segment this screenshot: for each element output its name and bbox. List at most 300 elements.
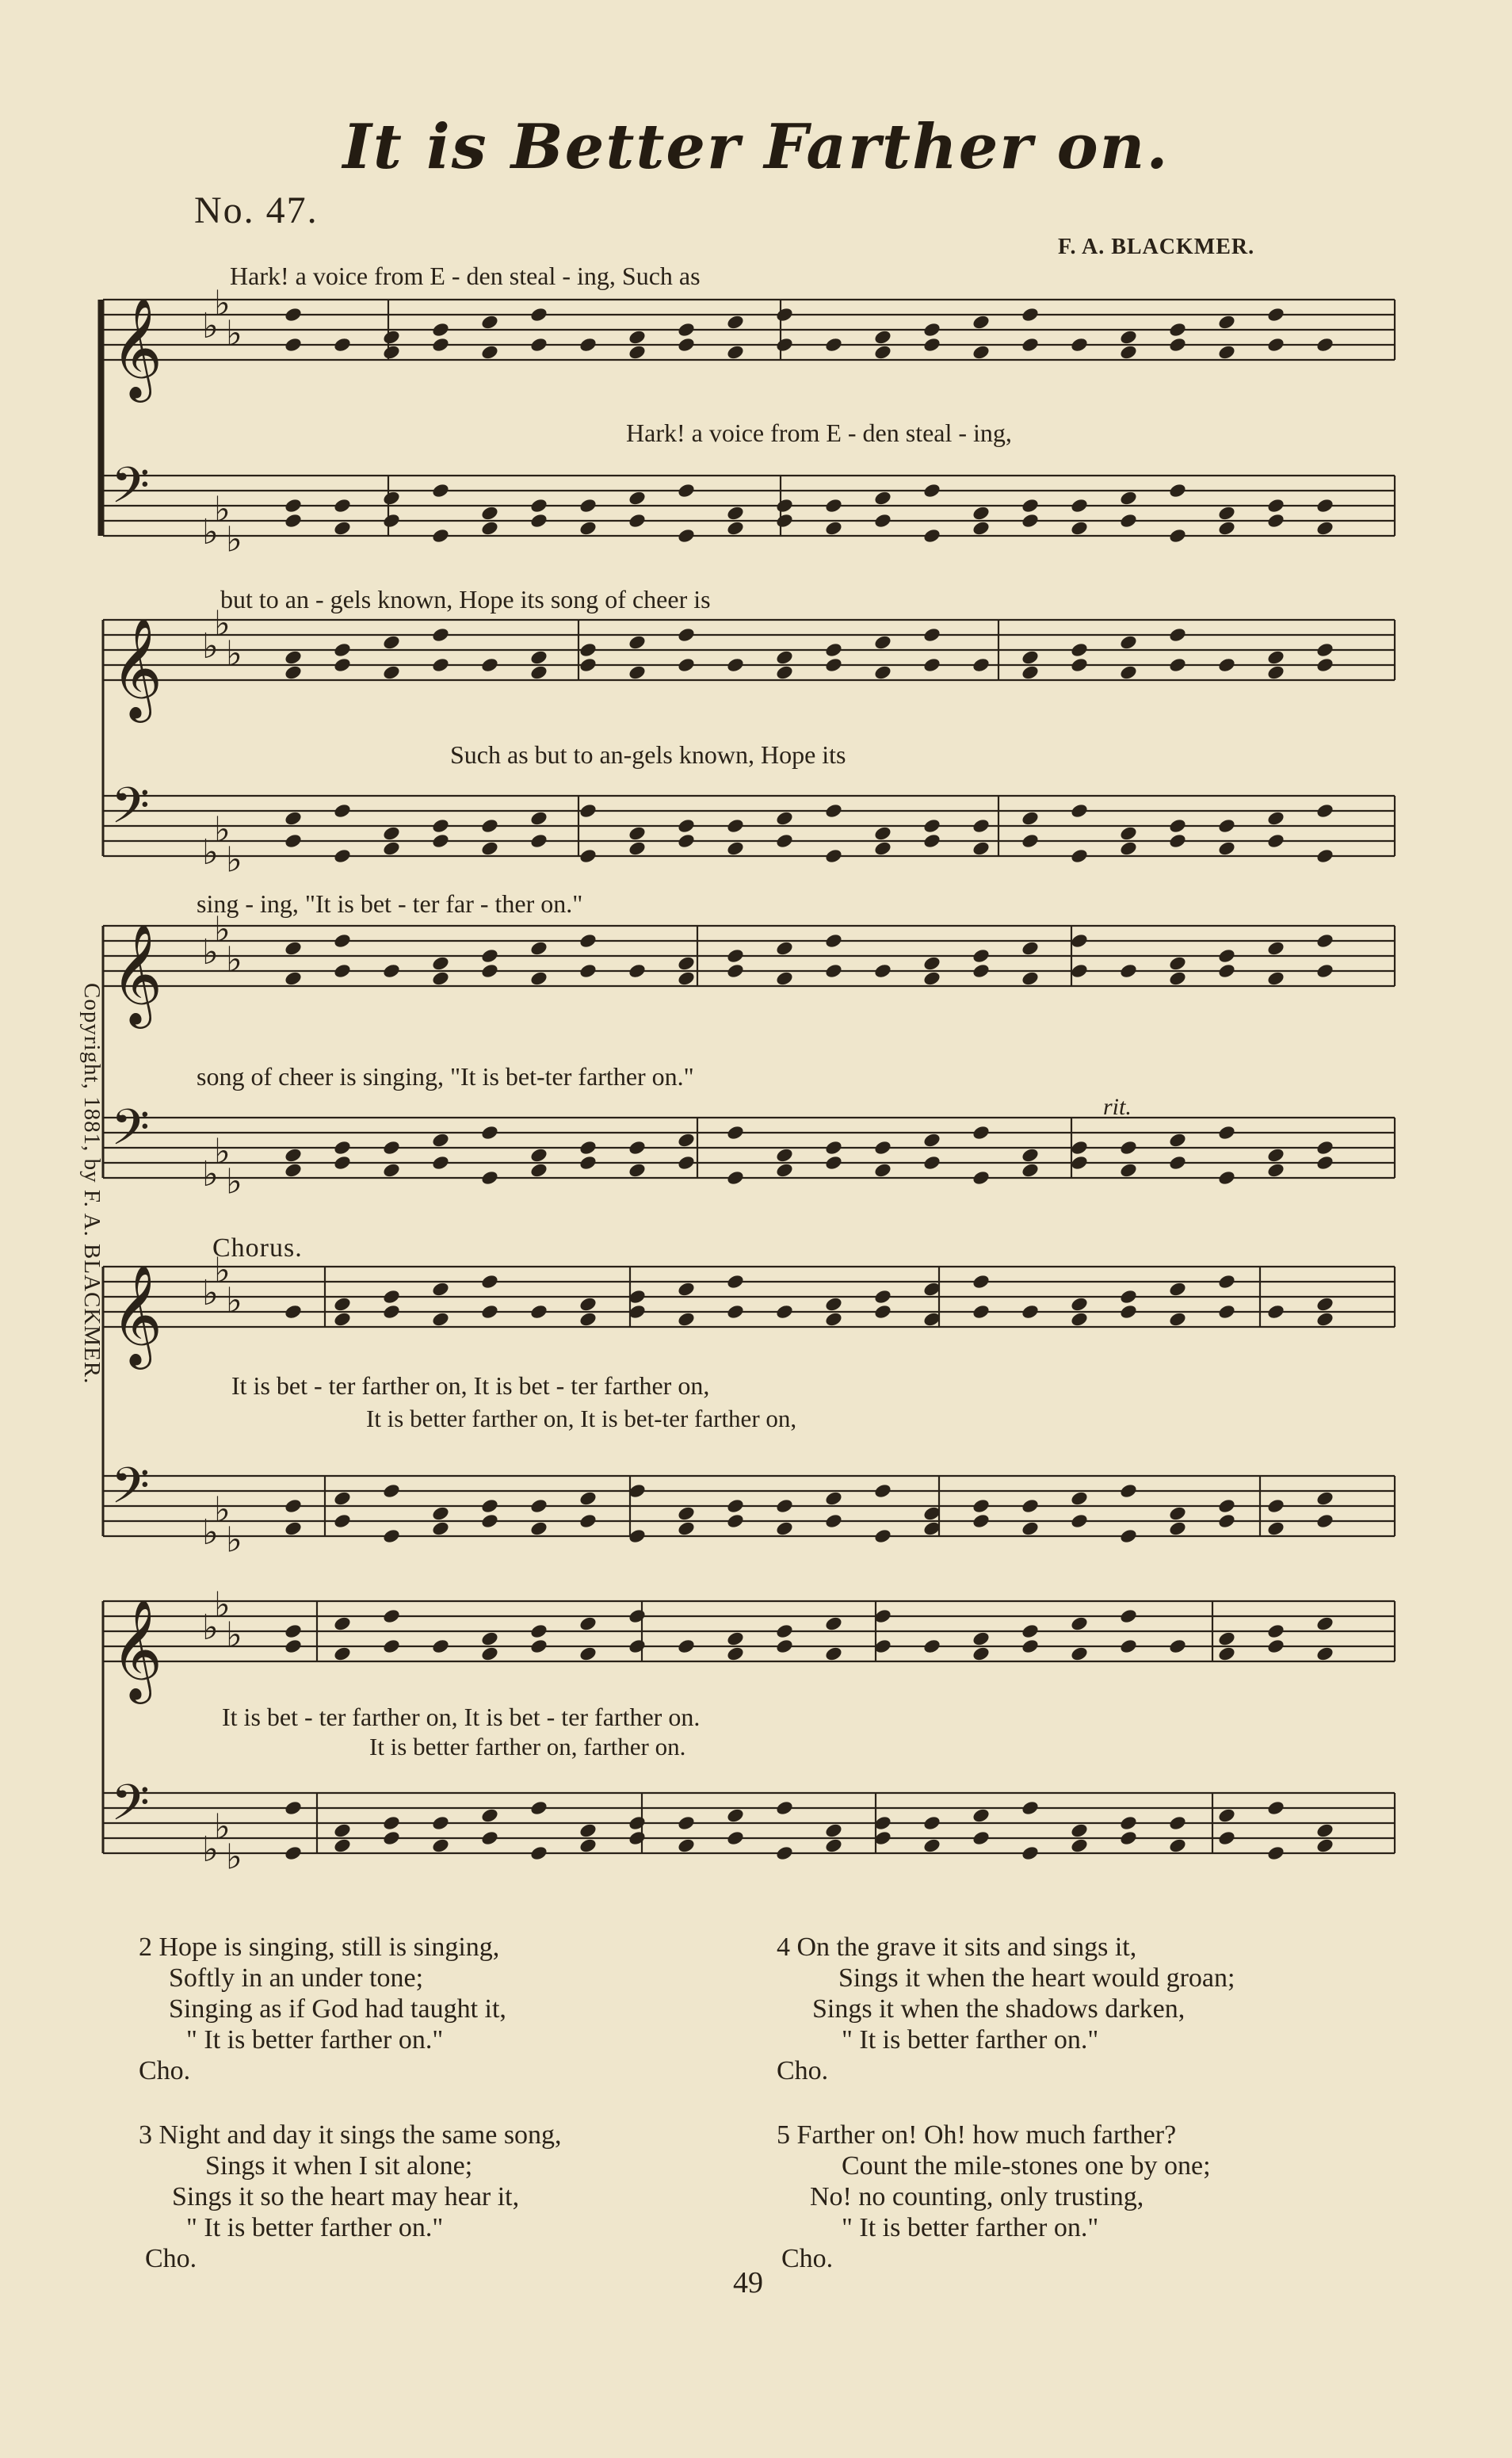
note-head [1021, 1147, 1040, 1164]
note-head [529, 1497, 548, 1514]
note-head [333, 1139, 352, 1156]
note-head [1119, 490, 1138, 507]
note-head [1315, 1512, 1334, 1529]
verse-3-line-4: " It is better farther on." [186, 2213, 444, 2242]
flat-icon: ♭ [202, 307, 219, 346]
note-head [480, 1303, 499, 1320]
note-head [1021, 1844, 1040, 1861]
note-head [529, 1162, 548, 1179]
note-head [972, 817, 991, 834]
note-head [529, 1623, 548, 1639]
note-head [333, 520, 352, 537]
system-4-treble-lyrics: It is bet - ter farther on, It is bet - ter farther on, [231, 1371, 710, 1400]
note-head [972, 962, 991, 979]
note-head [824, 1837, 843, 1854]
note-head [1168, 1814, 1187, 1831]
note-head [1266, 1162, 1285, 1179]
note-head [775, 1844, 794, 1861]
flat-icon: ♭ [214, 810, 231, 850]
copyright-text: Copyright, 1881, by F. A. BLACKMER. [79, 983, 105, 1385]
verse-3-line-2: Sings it when I sit alone; [205, 2151, 473, 2181]
verse-4-cho: Cho. [777, 2056, 829, 2085]
note-head [677, 336, 696, 353]
note-head [1217, 520, 1236, 537]
note-head [775, 810, 794, 827]
note-head [1021, 512, 1040, 529]
note-head [972, 1497, 991, 1514]
note-head [922, 1814, 941, 1831]
note-head [284, 1162, 303, 1179]
note-head [922, 336, 941, 353]
note-head [1119, 1607, 1138, 1624]
note-head [726, 656, 745, 673]
note-head [529, 497, 548, 514]
note-head [775, 1520, 794, 1537]
note-head [578, 497, 598, 514]
note-head [922, 955, 941, 972]
flat-icon: ♭ [202, 1830, 219, 1869]
note-head [1021, 1497, 1040, 1514]
note-head [1021, 1623, 1040, 1639]
note-head [333, 1154, 352, 1171]
note-head [284, 1844, 303, 1861]
ritardando-mark: rit. [1103, 1094, 1132, 1120]
note-head [431, 321, 450, 338]
note-head [1119, 1482, 1138, 1499]
note-head [1168, 817, 1187, 834]
note-head [1315, 932, 1334, 949]
note-head [824, 1311, 843, 1328]
note-head [628, 512, 647, 529]
flat-icon: ♭ [202, 1274, 219, 1313]
note-head [1070, 802, 1089, 819]
flat-icon: ♭ [226, 940, 242, 980]
note-head [1266, 497, 1285, 514]
note-head [972, 1169, 991, 1186]
verse-3 [139, 2120, 562, 2274]
note-head [431, 817, 450, 834]
note-head [529, 810, 548, 827]
flat-icon: ♭ [202, 933, 219, 972]
note-head [1021, 649, 1040, 666]
page-number: 49 [733, 2266, 763, 2299]
system-3-treble-lyrics: sing - ing, "It is bet - ter far - ther on." [197, 889, 583, 918]
note-head [1119, 1527, 1138, 1544]
note-head [628, 1162, 647, 1179]
note-head [922, 482, 941, 499]
note-head [382, 1139, 401, 1156]
note-head [1021, 1520, 1040, 1537]
note-head [1217, 1497, 1236, 1514]
note-head [628, 1607, 647, 1624]
note-head [726, 962, 745, 979]
note-head [480, 962, 499, 979]
note-head [431, 1132, 450, 1149]
bass-clef-icon: 𝄢 [111, 456, 150, 526]
note-head [628, 1829, 647, 1846]
note-head [873, 962, 892, 979]
flat-icon: ♭ [202, 513, 219, 552]
note-head [1266, 664, 1285, 681]
note-head [922, 970, 941, 987]
note-head [1315, 1490, 1334, 1507]
hymn-number: No. 47. [194, 189, 319, 231]
note-head [382, 1829, 401, 1846]
note-head [1217, 1630, 1236, 1647]
note-head [1070, 962, 1089, 979]
note-head [1168, 1520, 1187, 1537]
note-head [1119, 1303, 1138, 1320]
system-4-bass-lyrics: It is better farther on, It is bet-ter farther on, [366, 1405, 797, 1432]
note-head [382, 1607, 401, 1624]
note-head [1315, 1615, 1334, 1632]
note-head [628, 490, 647, 507]
note-head [1119, 664, 1138, 681]
note-head [824, 932, 843, 949]
verse-4-line-1: 4 On the grave it sits and sings it, [777, 1932, 1137, 1962]
note-head [775, 832, 794, 849]
note-head [1217, 505, 1236, 522]
note-head [1021, 1799, 1040, 1816]
note-head [382, 840, 401, 857]
note-head [1266, 832, 1285, 849]
note-head [1315, 336, 1334, 353]
note-head [824, 656, 843, 673]
note-head [873, 1303, 892, 1320]
flat-icon: ♭ [226, 1281, 242, 1321]
note-head [480, 344, 499, 361]
note-head [480, 1497, 499, 1514]
note-head [382, 1288, 401, 1305]
note-head [578, 962, 598, 979]
note-head [1315, 656, 1334, 673]
note-head [1217, 1303, 1236, 1320]
note-head [1021, 497, 1040, 514]
note-head [873, 825, 892, 842]
note-head [1266, 649, 1285, 666]
note-head [775, 1162, 794, 1179]
note-head [529, 1799, 548, 1816]
note-head [1315, 1139, 1334, 1156]
note-head [1315, 520, 1334, 537]
note-head [480, 1829, 499, 1846]
note-head [1217, 1807, 1236, 1824]
note-head [1119, 329, 1138, 346]
note-head [382, 1162, 401, 1179]
note-head [922, 1837, 941, 1854]
note-head [628, 1814, 647, 1831]
note-head [1315, 1646, 1334, 1662]
note-head [677, 955, 696, 972]
note-head [431, 336, 450, 353]
note-head [382, 490, 401, 507]
note-head [726, 1512, 745, 1529]
note-head [480, 817, 499, 834]
note-head [1217, 840, 1236, 857]
note-head [972, 656, 991, 673]
note-head [480, 840, 499, 857]
note-head [1070, 1615, 1089, 1632]
note-head [1119, 1139, 1138, 1156]
note-head [284, 306, 303, 323]
note-head [333, 1837, 352, 1854]
note-head [431, 482, 450, 499]
verse-4-line-2: Sings it when the heart would groan; [838, 1963, 1235, 1993]
system-3-bass-lyrics: song of cheer is singing, "It is bet-ter farther on." [197, 1062, 694, 1091]
note-head [1217, 947, 1236, 964]
note-head [1021, 940, 1040, 957]
note-head [578, 1822, 598, 1839]
verse-2-cho: Cho. [139, 2056, 191, 2085]
system-2-treble-lyrics: but to an - gels known, Hope its song of cheer is [220, 585, 711, 614]
note-head [922, 1154, 941, 1171]
flat-icon: ♭ [214, 604, 231, 644]
note-head [1021, 664, 1040, 681]
note-head [284, 664, 303, 681]
note-head [1266, 1147, 1285, 1164]
note-head [1119, 512, 1138, 529]
note-head [677, 832, 696, 849]
note-head [726, 1124, 745, 1141]
treble-clef-icon: 𝄞 [111, 923, 163, 1024]
note-head [529, 512, 548, 529]
note-head [1315, 802, 1334, 819]
note-head [382, 1814, 401, 1831]
note-head [480, 314, 499, 331]
note-head [677, 1837, 696, 1854]
verse-2-line-4: " It is better farther on." [186, 2025, 444, 2055]
note-head [480, 505, 499, 522]
note-head [628, 634, 647, 651]
note-head [529, 1147, 548, 1164]
flat-icon: ♭ [226, 1837, 242, 1877]
note-head [578, 520, 598, 537]
note-head [1119, 344, 1138, 361]
note-head [628, 1638, 647, 1654]
note-head [1021, 832, 1040, 849]
verse-5-line-1: 5 Farther on! Oh! how much farther? [777, 2120, 1177, 2150]
note-head [1266, 970, 1285, 987]
note-head [333, 1311, 352, 1328]
note-head [1315, 962, 1334, 979]
note-head [1021, 1162, 1040, 1179]
note-head [726, 1497, 745, 1514]
note-head [972, 314, 991, 331]
note-head [726, 1807, 745, 1824]
note-head [578, 1646, 598, 1662]
note-head [1266, 1799, 1285, 1816]
note-head [972, 1273, 991, 1290]
note-head [922, 1132, 941, 1149]
note-head [480, 1273, 499, 1290]
note-head [333, 802, 352, 819]
note-head [480, 1807, 499, 1824]
note-head [382, 329, 401, 346]
note-head [824, 1490, 843, 1507]
note-head [824, 1512, 843, 1529]
note-head [284, 832, 303, 849]
note-head [333, 1512, 352, 1529]
note-head [480, 1124, 499, 1141]
flat-icon: ♭ [214, 490, 231, 529]
note-head [677, 1132, 696, 1149]
note-head [1217, 1512, 1236, 1529]
flat-icon: ♭ [214, 910, 231, 950]
note-head [284, 649, 303, 666]
note-head [873, 1288, 892, 1305]
note-head [726, 505, 745, 522]
note-head [1266, 306, 1285, 323]
note-head [284, 512, 303, 529]
treble-clef-icon: 𝄞 [111, 1263, 163, 1365]
note-head [1021, 306, 1040, 323]
note-head [529, 940, 548, 957]
note-head [1168, 1154, 1187, 1171]
note-head [824, 962, 843, 979]
verse-3-cho: Cho. [145, 2244, 197, 2273]
verse-4 [777, 1932, 1235, 2086]
note-head [1119, 825, 1138, 842]
note-head [578, 1615, 598, 1632]
note-head [1168, 336, 1187, 353]
note-head [628, 840, 647, 857]
note-head [972, 1512, 991, 1529]
note-head [382, 1482, 401, 1499]
note-head [824, 1822, 843, 1839]
note-head [529, 1638, 548, 1654]
note-head [382, 962, 401, 979]
note-head [1119, 1814, 1138, 1831]
note-head [333, 962, 352, 979]
note-head [972, 1829, 991, 1846]
note-head [726, 840, 745, 857]
note-head [1168, 626, 1187, 643]
note-head [1168, 321, 1187, 338]
note-head [824, 1615, 843, 1632]
note-head [677, 970, 696, 987]
note-head [775, 1623, 794, 1639]
note-head [726, 1829, 745, 1846]
note-head [431, 527, 450, 544]
note-head [922, 1638, 941, 1654]
treble-clef-icon: 𝄞 [111, 617, 163, 718]
verse-4-line-3: Sings it when the shadows darken, [812, 1994, 1186, 2024]
flat-icon: ♭ [202, 1513, 219, 1552]
note-head [578, 802, 598, 819]
note-head [1266, 1623, 1285, 1639]
note-head [677, 1814, 696, 1831]
note-head [1070, 932, 1089, 949]
note-head [284, 336, 303, 353]
note-head [431, 1814, 450, 1831]
note-head [922, 527, 941, 544]
note-head [824, 1154, 843, 1171]
note-head [775, 1799, 794, 1816]
treble-clef-icon: 𝄞 [111, 1598, 163, 1699]
system-5-bass-lyrics: It is better farther on, farther on. [369, 1733, 686, 1760]
note-head [922, 832, 941, 849]
note-head [628, 664, 647, 681]
note-head [873, 1162, 892, 1179]
note-head [677, 321, 696, 338]
note-head [1070, 656, 1089, 673]
note-head [1266, 1520, 1285, 1537]
note-head [1168, 1281, 1187, 1298]
flat-icon: ♭ [202, 1608, 219, 1647]
note-head [1119, 1638, 1138, 1654]
note-head [922, 817, 941, 834]
note-head [1021, 336, 1040, 353]
note-head [677, 817, 696, 834]
composer-credit: F. A. BLACKMER. [1058, 235, 1255, 259]
chorus-label: Chorus. [212, 1233, 303, 1263]
verse-3-line-3: Sings it so the heart may hear it, [172, 2182, 520, 2211]
flat-icon: ♭ [214, 1251, 231, 1290]
note-head [1070, 1646, 1089, 1662]
note-head [480, 520, 499, 537]
note-head [284, 1520, 303, 1537]
note-head [431, 626, 450, 643]
note-head [1266, 1303, 1285, 1320]
note-head [922, 626, 941, 643]
note-head [628, 825, 647, 842]
note-head [1266, 810, 1285, 827]
note-head [480, 947, 499, 964]
note-head [382, 825, 401, 842]
note-head [1315, 1296, 1334, 1313]
note-head [726, 1630, 745, 1647]
note-head [824, 1646, 843, 1662]
note-head [775, 512, 794, 529]
note-head [1217, 1169, 1236, 1186]
verse-5 [777, 2120, 1211, 2274]
note-head [529, 1844, 548, 1861]
verse-5-cho: Cho. [781, 2244, 834, 2273]
note-head [677, 656, 696, 673]
note-head [284, 1147, 303, 1164]
note-head [382, 344, 401, 361]
note-head [1315, 1822, 1334, 1839]
note-head [431, 1311, 450, 1328]
note-head [775, 970, 794, 987]
note-head [284, 940, 303, 957]
note-head [1315, 1154, 1334, 1171]
note-head [333, 336, 352, 353]
note-head [873, 329, 892, 346]
verse-2-line-1: 2 Hope is singing, still is singing, [139, 1932, 500, 1962]
note-head [333, 641, 352, 658]
note-head [726, 1646, 745, 1662]
note-head [480, 1630, 499, 1647]
note-head [431, 1520, 450, 1537]
note-head [1168, 656, 1187, 673]
note-head [1119, 634, 1138, 651]
note-head [431, 970, 450, 987]
note-head [1217, 1124, 1236, 1141]
flat-icon: ♭ [226, 1162, 242, 1202]
note-head [431, 1638, 450, 1654]
note-head [1070, 1837, 1089, 1854]
note-head [775, 1303, 794, 1320]
note-head [333, 847, 352, 864]
note-head [333, 1822, 352, 1839]
note-head [480, 1512, 499, 1529]
note-head [824, 847, 843, 864]
note-head [1070, 1296, 1089, 1313]
note-head [480, 1169, 499, 1186]
note-head [726, 344, 745, 361]
note-head [1021, 1303, 1040, 1320]
